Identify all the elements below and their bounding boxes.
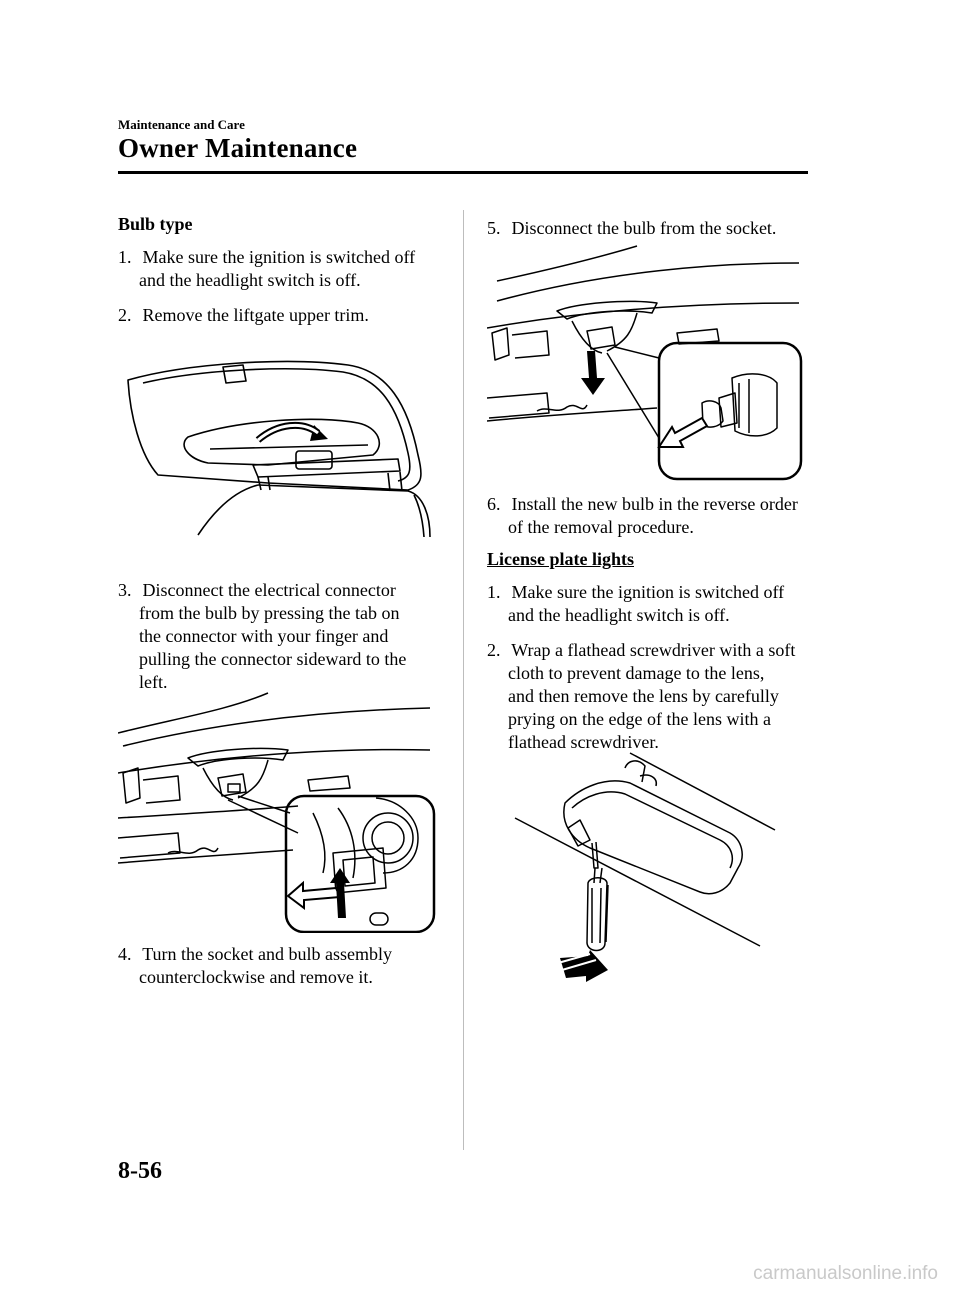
step-text: Remove the liftgate upper trim. <box>142 305 369 325</box>
step-number: 4. <box>118 944 132 964</box>
step-number: 2. <box>118 305 132 325</box>
lp-step-1 <box>487 581 817 627</box>
step-text: Make sure the ignition is switched off <box>511 582 785 602</box>
step-2 <box>118 304 448 327</box>
step-text: and the headlight switch is off. <box>508 605 730 625</box>
step-text: and then remove the lens by carefully <box>508 686 779 706</box>
section-label: Maintenance and Care <box>118 117 245 132</box>
watermark: carmanualsonline.info <box>753 1263 938 1284</box>
step-number: 6. <box>487 494 501 514</box>
page-title: Owner Maintenance <box>118 133 358 163</box>
bulb-socket-illustration <box>487 243 807 483</box>
step-text: pulling the connector sideward to the <box>139 649 407 669</box>
step-text: Make sure the ignition is switched off <box>142 247 416 267</box>
title-rule <box>118 171 808 174</box>
step-text: Install the new bulb in the reverse order <box>511 494 798 514</box>
step-text: and the headlight switch is off. <box>139 270 361 290</box>
step-text: the connector with your finger and <box>139 626 389 646</box>
license-plate-lights-heading: License plate lights <box>487 549 634 569</box>
page-number: 8-56 <box>118 1158 162 1184</box>
step-text: Wrap a flathead screwdriver with a soft <box>511 640 796 660</box>
step-text: cloth to prevent damage to the lens, <box>508 663 765 683</box>
bulb-type-heading: Bulb type <box>118 214 193 234</box>
step-text: from the bulb by pressing the tab on <box>139 603 400 623</box>
step-text: of the removal procedure. <box>508 517 694 537</box>
step-number: 1. <box>487 582 501 602</box>
step-text: flathead screwdriver. <box>508 732 659 752</box>
step-text: counterclockwise and remove it. <box>139 967 373 987</box>
step-text: Disconnect the electrical connector <box>142 580 396 600</box>
step-text: Turn the socket and bulb assembly <box>142 944 392 964</box>
step-4 <box>118 943 448 989</box>
step-number: 2. <box>487 640 501 660</box>
step-1 <box>118 246 448 292</box>
liftgate-trim-illustration <box>118 345 438 545</box>
step-6 <box>487 493 817 539</box>
connector-removal-illustration <box>118 688 438 933</box>
step-text: Disconnect the bulb from the socket. <box>511 218 777 238</box>
lp-step-2 <box>487 639 817 754</box>
step-5 <box>487 217 817 240</box>
step-text: prying on the edge of the lens with a <box>508 709 771 729</box>
step-3 <box>118 579 448 694</box>
step-number: 1. <box>118 247 132 267</box>
column-divider <box>463 210 464 1150</box>
step-number: 5. <box>487 218 501 238</box>
license-lens-removal-illustration <box>510 748 780 988</box>
step-text: left. <box>139 672 168 692</box>
step-number: 3. <box>118 580 132 600</box>
